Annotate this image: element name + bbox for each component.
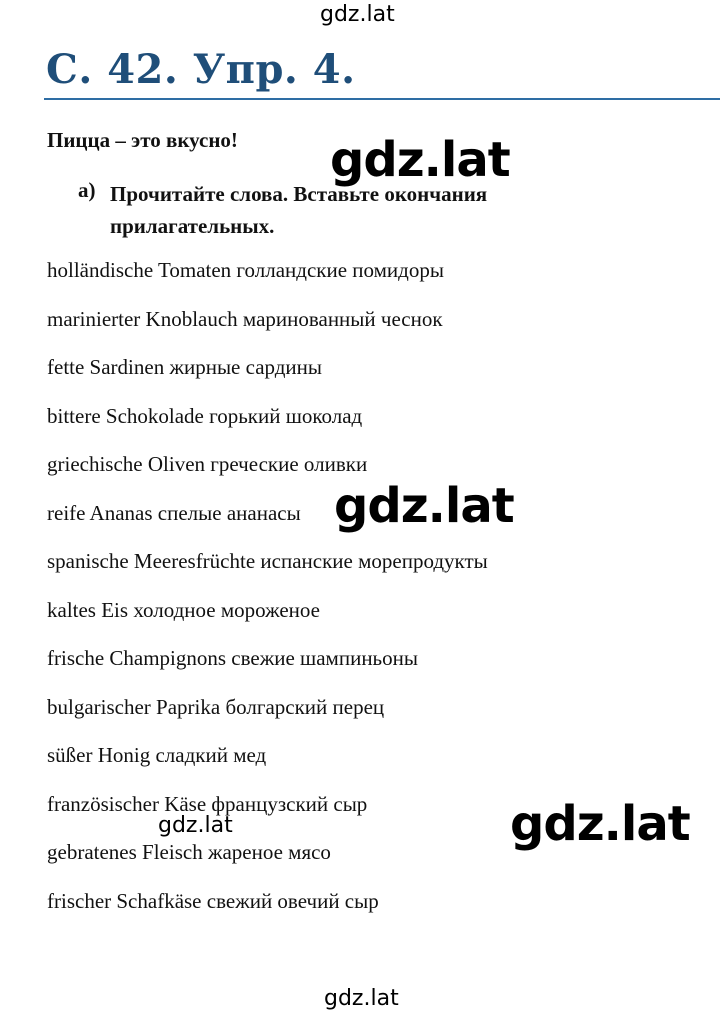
- vocabulary-item: französischer Käse французский сыр: [47, 791, 368, 816]
- vocabulary-item: marinierter Knoblauch маринованный чеснок: [47, 306, 443, 331]
- title-divider: [44, 98, 720, 100]
- vocabulary-item: reife Ananas спелые ананасы: [47, 500, 301, 525]
- watermark-large-1: gdz.lat: [330, 132, 510, 188]
- vocabulary-item: süßer Honig сладкий мед: [47, 743, 267, 767]
- watermark-bottom: gdz.lat: [324, 986, 399, 1011]
- task-marker: а): [78, 178, 96, 202]
- vocabulary-item: gebratenes Fleisch жареное мясо: [47, 840, 331, 864]
- vocabulary-item: frischer Schafkäse свежий овечий сыр: [47, 888, 379, 913]
- section-heading: Пицца – это вкусно!: [47, 128, 238, 152]
- vocabulary-item: bulgarischer Paprika болгарский перец: [47, 694, 385, 719]
- page-title: С. 42. Упр. 4.: [46, 46, 356, 93]
- watermark-top: gdz.lat: [320, 2, 395, 27]
- vocabulary-item: griechische Oliven греческие оливки: [47, 452, 368, 476]
- vocabulary-item: spanische Meeresfrüchte испанские морепродукты: [47, 549, 488, 573]
- task-instruction: Прочитайте слова. Вставьте окончания прилагательных.: [110, 182, 488, 238]
- watermark-large-2: gdz.lat: [334, 478, 514, 534]
- watermark-large-3: gdz.lat: [510, 796, 690, 852]
- vocabulary-list: [47, 256, 488, 935]
- vocabulary-item: frische Champignons свежие шампиньоны: [47, 646, 418, 670]
- vocabulary-item: holländische Tomaten голландские помидоры: [47, 258, 444, 282]
- vocabulary-item: fette Sardinen жирные сардины: [47, 355, 323, 379]
- vocabulary-item: kaltes Eis холодное мороженое: [47, 597, 320, 622]
- watermark-small: gdz.lat: [158, 813, 233, 838]
- vocabulary-item: bittere Schokolade горький шоколад: [47, 403, 363, 428]
